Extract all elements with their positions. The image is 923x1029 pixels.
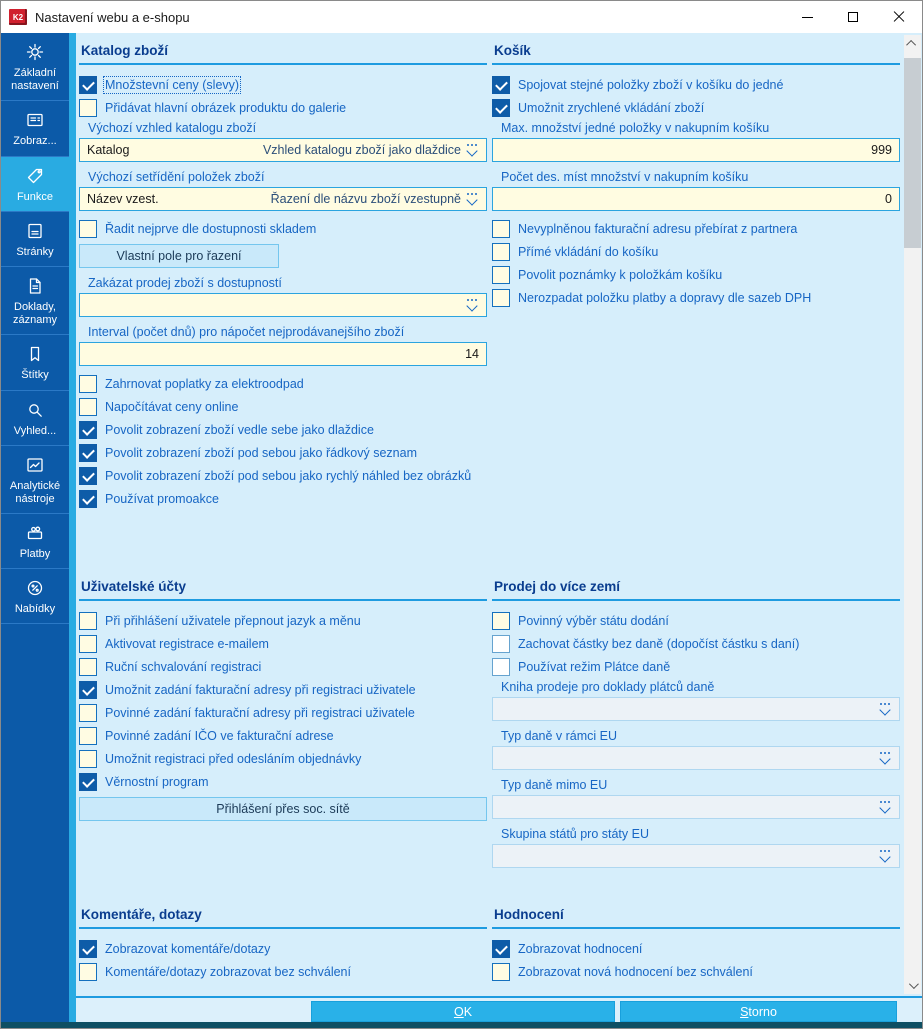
- dropdown-icon[interactable]: [466, 143, 479, 157]
- chevron-up-icon: [906, 40, 916, 50]
- sidebar-item-funkce[interactable]: [1, 157, 69, 212]
- checkbox-label: Zobrazovat nová hodnocení bez schválení: [518, 964, 753, 979]
- checkbox-checked[interactable]: [492, 76, 510, 94]
- app-logo-text: K2: [12, 12, 24, 22]
- sidebar-item-label: Doklady, záznamy: [12, 300, 58, 327]
- search-icon: [3, 400, 67, 422]
- scrollbar-thumb[interactable]: [904, 58, 921, 248]
- sidebar-item-label: Analytické nástroje: [9, 479, 61, 505]
- checkbox-label: Povinné zadání IČO ve fakturační adrese: [105, 728, 334, 743]
- checkbox-row[interactable]: [79, 397, 487, 416]
- sidebar-item-stranky[interactable]: [1, 212, 69, 267]
- checkbox-row[interactable]: [79, 443, 487, 462]
- minimize-icon: [802, 17, 813, 18]
- checkbox-label: Při přihlášení uživatele přepnout jazyk a měnu: [105, 613, 361, 628]
- section-komentare-dotazy: [79, 907, 487, 985]
- chevron-down-icon: [909, 979, 919, 989]
- input-field[interactable]: [492, 187, 900, 211]
- checkbox-unchecked[interactable]: [492, 612, 510, 630]
- sidebar-item-label: Základní nastavení: [11, 67, 59, 93]
- field-label: Typ daně mimo EU: [501, 778, 608, 792]
- checkbox-unchecked[interactable]: [79, 612, 97, 630]
- checkbox-unchecked[interactable]: [79, 750, 97, 768]
- input-value: 0: [885, 192, 892, 206]
- field-label: Zakázat prodej zboží s dostupností: [88, 276, 282, 290]
- field-group: [79, 276, 487, 317]
- input-field[interactable]: [492, 138, 900, 162]
- field-label: Interval (počet dnů) pro nápočet nejprodávanejšího zboží: [88, 325, 405, 339]
- app-logo-k2-icon: [9, 9, 27, 25]
- combo-value: Název vzest.: [87, 192, 159, 206]
- combo-field[interactable]: [492, 795, 900, 819]
- input-field[interactable]: [79, 342, 487, 366]
- checkbox-unchecked[interactable]: [79, 658, 97, 676]
- checkbox-unchecked[interactable]: [79, 99, 97, 117]
- sidebar-item-label: Vyhled...: [13, 424, 57, 437]
- sidebar-item-label: Platby: [19, 548, 51, 561]
- field-group: [492, 121, 900, 162]
- window-body: [1, 33, 922, 1028]
- field-group: [492, 170, 900, 211]
- sidebar: [1, 33, 69, 1022]
- right-column: [492, 33, 900, 996]
- combo-hint: Řazení dle názvu zboží vzestupně: [270, 192, 461, 206]
- accent-strip: [69, 33, 76, 1022]
- checkbox-row[interactable]: [79, 219, 487, 238]
- checkbox-row[interactable]: [492, 265, 900, 284]
- maximize-button[interactable]: [830, 1, 876, 33]
- field-label: Kniha prodeje pro doklady plátců daně: [501, 680, 715, 694]
- checkbox-row[interactable]: [492, 288, 900, 307]
- checkbox-label: Věrnostní program: [105, 774, 209, 789]
- checkbox-row[interactable]: [492, 939, 900, 958]
- window-title: Nastavení webu a e-shopu: [35, 9, 190, 25]
- checkbox-row[interactable]: [492, 242, 900, 261]
- checkbox-checked[interactable]: [79, 444, 97, 462]
- document-icon: [3, 276, 67, 298]
- sidebar-item-label: Zobraz...: [13, 135, 57, 148]
- sidebar-item-label: Štítky: [21, 369, 49, 382]
- gear-icon: [3, 42, 67, 64]
- close-button[interactable]: [876, 1, 922, 33]
- sidebar-item-label: Nabídky: [14, 603, 56, 616]
- section-underline: [492, 63, 900, 65]
- combo-field[interactable]: [492, 746, 900, 770]
- payment-icon: [3, 523, 67, 545]
- checkbox-unchecked[interactable]: [492, 635, 510, 653]
- checkbox-label: Komentáře/dotazy zobrazovat bez schválení: [105, 964, 351, 979]
- field-group: [492, 680, 900, 721]
- sidebar-item-doklady-zaznamy[interactable]: [1, 267, 69, 335]
- storno-button[interactable]: Storno: [620, 1001, 897, 1022]
- prihlaseni-pres-soc-site-button[interactable]: Přihlášení přes soc. sítě: [79, 797, 487, 821]
- checkbox-label: Umožnit zadání fakturační adresy při registraci uživatele: [105, 682, 416, 697]
- combo-field[interactable]: [79, 293, 487, 317]
- field-label: Počet des. míst množství v nakupním košíku: [501, 170, 749, 184]
- checkbox-row[interactable]: [79, 420, 487, 439]
- section-title: Komentáře, dotazy: [81, 907, 202, 922]
- window-bottom-edge: [1, 1022, 922, 1028]
- field-group: [79, 325, 487, 366]
- section-underline: [492, 599, 900, 601]
- checkbox-label: Zobrazovat hodnocení: [518, 941, 643, 956]
- checkbox-row[interactable]: [79, 466, 487, 485]
- dropdown-icon[interactable]: [879, 751, 892, 765]
- checkbox-label: Umožnit registraci před odesláním objednávky: [105, 751, 362, 766]
- section-underline: [79, 927, 487, 929]
- section-title: Prodej do více zemí: [494, 579, 621, 594]
- sidebar-item-platby[interactable]: [1, 514, 69, 569]
- checkbox-row[interactable]: [79, 962, 487, 981]
- checkbox-checked[interactable]: [79, 940, 97, 958]
- dropdown-icon[interactable]: [466, 298, 479, 312]
- checkbox-unchecked[interactable]: [492, 266, 510, 284]
- ok-button[interactable]: OK: [311, 1001, 615, 1022]
- checkbox-checked[interactable]: [492, 940, 510, 958]
- checkbox-row[interactable]: [79, 939, 487, 958]
- field-label: Výchozí setřídění položek zboží: [88, 170, 265, 184]
- checkbox-unchecked[interactable]: [492, 243, 510, 261]
- minimize-button[interactable]: [784, 1, 830, 33]
- checkbox-label: Povolit zobrazení zboží pod sebou jako řádkový seznam: [105, 445, 417, 460]
- checkbox-row[interactable]: [492, 634, 900, 653]
- checkbox-checked[interactable]: [79, 681, 97, 699]
- section-title: Katalog zboží: [81, 43, 168, 58]
- sidebar-item-analyticke-nastroje[interactable]: [1, 446, 69, 514]
- sidebar-item-zakladni-nastaveni[interactable]: [1, 33, 69, 101]
- sidebar-item-label: Stránky: [16, 245, 54, 258]
- checkbox-row[interactable]: [79, 657, 487, 676]
- field-group: [492, 778, 900, 819]
- combo-field[interactable]: [79, 187, 487, 211]
- checkbox-label: Zahrnovat poplatky za elektroodpad: [105, 376, 304, 391]
- checkbox-row[interactable]: [492, 962, 900, 981]
- input-value: 999: [871, 143, 892, 157]
- input-value: 14: [465, 347, 479, 361]
- checkbox-row[interactable]: [492, 98, 900, 117]
- sidebar-item-vyhledavani[interactable]: [1, 391, 69, 446]
- sidebar-item-zobrazeni[interactable]: [1, 101, 69, 156]
- checkbox-unchecked[interactable]: [79, 963, 97, 981]
- checkbox-label: Množstevní ceny (slevy): [105, 77, 240, 92]
- checkbox-row[interactable]: [79, 634, 487, 653]
- scroll-down-button[interactable]: [904, 977, 921, 994]
- bookmark-icon: [3, 344, 67, 366]
- checkbox-label: Nevyplněnou fakturační adresu přebírat z partnera: [518, 221, 798, 236]
- sidebar-item-label: Funkce: [16, 190, 54, 203]
- checkbox-row[interactable]: [79, 703, 487, 722]
- checkbox-unchecked[interactable]: [79, 704, 97, 722]
- checkbox-checked[interactable]: [79, 467, 97, 485]
- field-label: Skupina států pro státy EU: [501, 827, 649, 841]
- section-underline: [79, 599, 487, 601]
- scroll-up-button[interactable]: [904, 35, 921, 52]
- analytics-icon: [3, 455, 67, 477]
- scrollbar-track[interactable]: [904, 52, 921, 977]
- checkbox-row[interactable]: [492, 657, 900, 676]
- field-group: [492, 729, 900, 770]
- checkbox-label: Povinné zadání fakturační adresy při registraci uživatele: [105, 705, 415, 720]
- checkbox-unchecked[interactable]: [79, 398, 97, 416]
- maximize-icon: [848, 12, 858, 22]
- section-underline: [79, 63, 487, 65]
- checkbox-row[interactable]: [79, 489, 487, 508]
- footer-bar: [76, 996, 922, 1022]
- field-label: Výchozí vzhled katalogu zboží: [88, 121, 257, 135]
- checkbox-unchecked[interactable]: [492, 289, 510, 307]
- checkbox-label: Přímé vkládání do košíku: [518, 244, 659, 259]
- checkbox-row[interactable]: [79, 726, 487, 745]
- checkbox-row[interactable]: [79, 98, 487, 117]
- checkbox-label: Používat promoakce: [105, 491, 219, 506]
- left-column: [79, 33, 487, 996]
- checkbox-unchecked[interactable]: [79, 727, 97, 745]
- checkbox-row[interactable]: [492, 611, 900, 630]
- section-prodej-do-vice-zemi: [492, 579, 900, 876]
- checkbox-row[interactable]: [79, 680, 487, 699]
- vlastni-pole-pro-razeni-button[interactable]: Vlastní pole pro řazení: [79, 244, 279, 268]
- section-kosik: [492, 43, 900, 311]
- checkbox-row[interactable]: [79, 772, 487, 791]
- checkbox-label: Povolit zobrazení zboží pod sebou jako rychlý náhled bez obrázků: [105, 468, 472, 483]
- checkbox-checked[interactable]: [79, 490, 97, 508]
- checkbox-label: Umožnit zrychlené vkládání zboží: [518, 100, 705, 115]
- combo-field[interactable]: [492, 844, 900, 868]
- checkbox-unchecked[interactable]: [492, 963, 510, 981]
- checkbox-unchecked[interactable]: [79, 220, 97, 238]
- field-group: [79, 121, 487, 162]
- display-icon: [3, 110, 67, 132]
- section-uzivatelske-ucty: [79, 579, 487, 829]
- combo-field[interactable]: [79, 138, 487, 162]
- checkbox-label: Spojovat stejné položky zboží v košíku do jedné: [518, 77, 784, 92]
- checkbox-label: Přidávat hlavní obrázek produktu do galerie: [105, 100, 347, 115]
- checkbox-label: Aktivovat registrace e-mailem: [105, 636, 269, 651]
- sidebar-item-stitky[interactable]: [1, 335, 69, 390]
- checkbox-unchecked[interactable]: [492, 220, 510, 238]
- checkbox-row[interactable]: [79, 75, 487, 94]
- checkbox-label: Řadit nejprve dle dostupnosti skladem: [105, 221, 317, 236]
- window-controls: [784, 1, 922, 33]
- dropdown-icon[interactable]: [466, 192, 479, 206]
- field-group: [492, 827, 900, 868]
- checkbox-checked[interactable]: [79, 421, 97, 439]
- checkbox-unchecked[interactable]: [492, 658, 510, 676]
- checkbox-row[interactable]: [492, 219, 900, 238]
- checkbox-label: Povinný výběr státu dodání: [518, 613, 669, 628]
- checkbox-row[interactable]: [79, 611, 487, 630]
- checkbox-unchecked[interactable]: [79, 635, 97, 653]
- checkbox-label: Povolit poznámky k položkám košíku: [518, 267, 723, 282]
- checkbox-checked[interactable]: [492, 99, 510, 117]
- checkbox-row[interactable]: [492, 75, 900, 94]
- pages-icon: [3, 221, 67, 243]
- checkbox-label: Zachovat částky bez daně (dopočíst částku s daní): [518, 636, 800, 651]
- checkbox-label: Napočítávat ceny online: [105, 399, 239, 414]
- checkbox-label: Nerozpadat položku platby a dopravy dle sazeb DPH: [518, 290, 812, 305]
- checkbox-checked[interactable]: [79, 773, 97, 791]
- checkbox-row[interactable]: [79, 374, 487, 393]
- sidebar-item-nabidky[interactable]: [1, 569, 69, 624]
- field-label: Max. množství jedné položky v nakupním košíku: [501, 121, 770, 135]
- section-katalog-zbozi: [79, 43, 487, 512]
- checkbox-checked[interactable]: [79, 76, 97, 94]
- checkbox-label: Ruční schvalování registraci: [105, 659, 262, 674]
- field-label: Typ daně v rámci EU: [501, 729, 618, 743]
- scrollbar[interactable]: [904, 35, 921, 994]
- settings-content: [76, 33, 922, 996]
- section-title: Uživatelské účty: [81, 579, 187, 594]
- checkbox-label: Používat režim Plátce daně: [518, 659, 671, 674]
- combo-hint: Vzhled katalogu zboží jako dlaždice: [262, 143, 461, 157]
- checkbox-label: Zobrazovat komentáře/dotazy: [105, 941, 271, 956]
- combo-field[interactable]: [492, 697, 900, 721]
- badge-percent-icon: [3, 578, 67, 600]
- tag-icon: [3, 166, 67, 188]
- checkbox-row[interactable]: [79, 749, 487, 768]
- dropdown-icon[interactable]: [879, 800, 892, 814]
- dropdown-icon[interactable]: [879, 702, 892, 716]
- dropdown-icon[interactable]: [879, 849, 892, 863]
- combo-value: Katalog: [87, 143, 130, 157]
- section-hodnoceni: [492, 907, 900, 985]
- titlebar: [1, 1, 922, 33]
- checkbox-unchecked[interactable]: [79, 375, 97, 393]
- section-title: Košík: [494, 43, 531, 58]
- field-group: [79, 170, 487, 211]
- checkbox-label: Povolit zobrazení zboží vedle sebe jako dlaždice: [105, 422, 374, 437]
- section-underline: [492, 927, 900, 929]
- section-title: Hodnocení: [494, 907, 564, 922]
- close-icon: [893, 11, 905, 23]
